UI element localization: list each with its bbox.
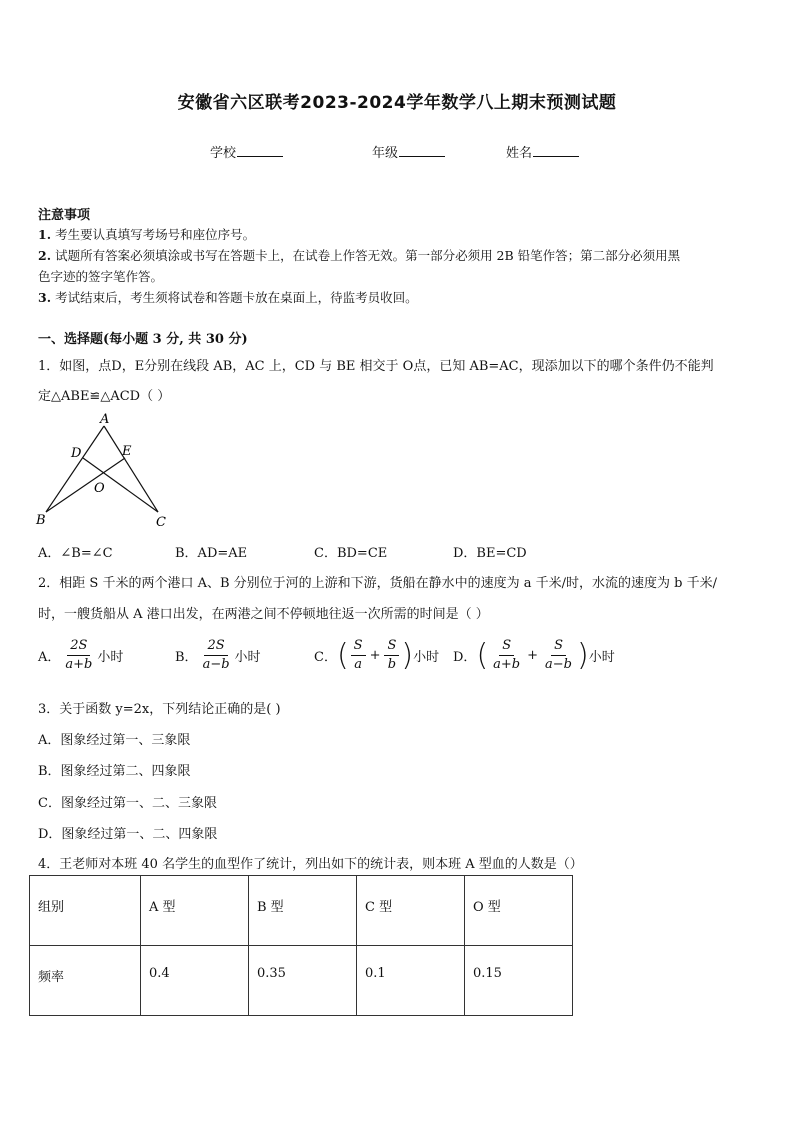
note-number: 3. xyxy=(38,290,52,305)
grade-field xyxy=(372,142,445,161)
q2-stem-line1: 2．相距 S 千米的两个港口 A、B 分别位于河的上游和下游，货船在静水中的速度为 a 千米/时，水流的速度为 b 千米/ xyxy=(38,576,718,591)
q3-option-d[interactable]: D．图象经过第一、二、四象限 xyxy=(38,827,218,842)
denominator: b xyxy=(387,657,397,672)
q3-option-b[interactable]: B．图象经过第二、四象限 xyxy=(38,764,191,779)
label-d: D xyxy=(71,446,82,461)
note-number: 1. xyxy=(38,227,52,242)
label-e: E xyxy=(122,444,132,459)
unit-text: 小时 xyxy=(97,650,124,665)
table-cell: 频率 xyxy=(30,946,141,1016)
denominator: a+b xyxy=(65,657,93,672)
name-label: 姓名 xyxy=(506,146,533,161)
right-paren: ) xyxy=(401,637,414,673)
q3-option-a[interactable]: A．图象经过第一、三象限 xyxy=(38,733,191,748)
note-text-continued: 色字迹的签字笔作答。 xyxy=(38,269,164,284)
fraction xyxy=(351,637,366,674)
plus-sign: + xyxy=(527,648,539,663)
table-cell: O 型 xyxy=(465,876,573,946)
unit-text: 小时 xyxy=(413,650,440,665)
fraction xyxy=(542,637,575,674)
denominator: a xyxy=(354,657,362,672)
q2-option-c[interactable] xyxy=(314,637,439,674)
fraction xyxy=(384,637,399,674)
grade-blank[interactable] xyxy=(399,144,445,157)
left-paren: ( xyxy=(476,637,489,673)
page-title: 安徽省六区联考2023-2024学年数学八上期末预测试题 xyxy=(177,93,617,113)
note-text: 试题所有答案必须填涂或书写在答题卡上，在试卷上作答无效。第一部分必须用 2B 铅笔作答；第二部分必须用黑 xyxy=(55,248,681,263)
left-paren: ( xyxy=(336,637,349,673)
numerator: 2S xyxy=(204,637,227,656)
option-label: C． xyxy=(314,650,337,665)
segment-ac xyxy=(104,426,158,512)
denominator: a+b xyxy=(493,657,521,672)
table-cell: B 型 xyxy=(249,876,357,946)
blood-type-table xyxy=(29,875,573,1016)
table-cell: 组别 xyxy=(30,876,141,946)
q1-option-b[interactable]: B．AD=AE xyxy=(175,546,248,561)
table-cell: 0.15 xyxy=(465,946,573,1016)
denominator: a−b xyxy=(545,657,572,672)
q1-stem-line2: 定△ABE≌△ACD（ ） xyxy=(38,389,171,404)
note-number: 2. xyxy=(38,248,52,263)
table-header-row xyxy=(30,876,573,946)
option-label: D． xyxy=(453,650,477,665)
table-cell: 0.1 xyxy=(357,946,465,1016)
plus-sign: + xyxy=(369,648,381,663)
table-cell: 0.4 xyxy=(141,946,249,1016)
note-text: 考试结束后，考生须将试卷和答题卡放在桌面上，待监考员收回。 xyxy=(55,290,418,305)
q1-stem-line1: 1．如图，点D，E分别在线段 AB，AC 上，CD 与 BE 相交于 O点，已知 AB=AC，现添加以下的哪个条件仍不能判 xyxy=(38,359,714,374)
q2-option-b[interactable] xyxy=(175,637,261,674)
numerator: S xyxy=(384,637,399,656)
q4-stem: 4．王老师对本班 40 名学生的血型作了统计，列出如下的统计表，则本班 A 型血的人数是（） xyxy=(38,857,583,872)
q2-option-d[interactable] xyxy=(453,637,615,674)
option-label: A． xyxy=(38,650,61,665)
school-blank[interactable] xyxy=(237,144,283,157)
q1-option-c[interactable]: C．BD=CE xyxy=(314,546,388,561)
label-a: A xyxy=(100,412,110,427)
note-item xyxy=(38,246,680,264)
grade-label: 年级 xyxy=(372,146,399,161)
name-field xyxy=(506,142,579,161)
numerator: 2S xyxy=(67,637,90,656)
q1-triangle-figure xyxy=(34,412,174,532)
table-cell: A 型 xyxy=(141,876,249,946)
unit-text: 小时 xyxy=(234,650,261,665)
q2-stem-line2: 时，一艘货船从 A 港口出发，在两港之间不停顿地往返一次所需的时间是（ ） xyxy=(38,607,489,622)
numerator: S xyxy=(551,637,566,656)
denominator: a−b xyxy=(202,657,230,672)
school-field xyxy=(210,142,283,161)
numerator: S xyxy=(351,637,366,656)
segment-ab xyxy=(46,426,104,512)
numerator: S xyxy=(499,637,514,656)
note-text: 考生要认真填写考场号和座位序号。 xyxy=(55,227,256,242)
school-label: 学校 xyxy=(210,146,237,161)
q1-option-a[interactable]: A．∠B=∠C xyxy=(38,546,113,561)
label-b: B xyxy=(36,513,46,528)
note-item xyxy=(38,225,255,243)
section-heading: 一、选择题(每小题 3 分, 共 30 分) xyxy=(38,332,248,347)
label-c: C xyxy=(156,515,166,530)
segment-be xyxy=(46,458,125,512)
fraction xyxy=(62,637,95,674)
q3-option-c[interactable]: C．图象经过第一、二、三象限 xyxy=(38,796,217,811)
q2-option-a[interactable] xyxy=(38,637,123,674)
name-blank[interactable] xyxy=(533,144,579,157)
notes-heading: 注意事项 xyxy=(38,208,91,223)
fraction xyxy=(490,637,523,674)
table-cell: 0.35 xyxy=(249,946,357,1016)
q3-stem: 3．关于函数 y=2x，下列结论正确的是( ) xyxy=(38,702,281,717)
label-o: O xyxy=(94,481,105,496)
note-item xyxy=(38,288,418,306)
table-cell: C 型 xyxy=(357,876,465,946)
table-row xyxy=(30,946,573,1016)
q1-option-d[interactable]: D．BE=CD xyxy=(453,546,527,561)
unit-text: 小时 xyxy=(588,650,615,665)
fraction xyxy=(200,637,233,674)
option-label: B． xyxy=(175,650,198,665)
right-paren: ) xyxy=(577,637,589,673)
